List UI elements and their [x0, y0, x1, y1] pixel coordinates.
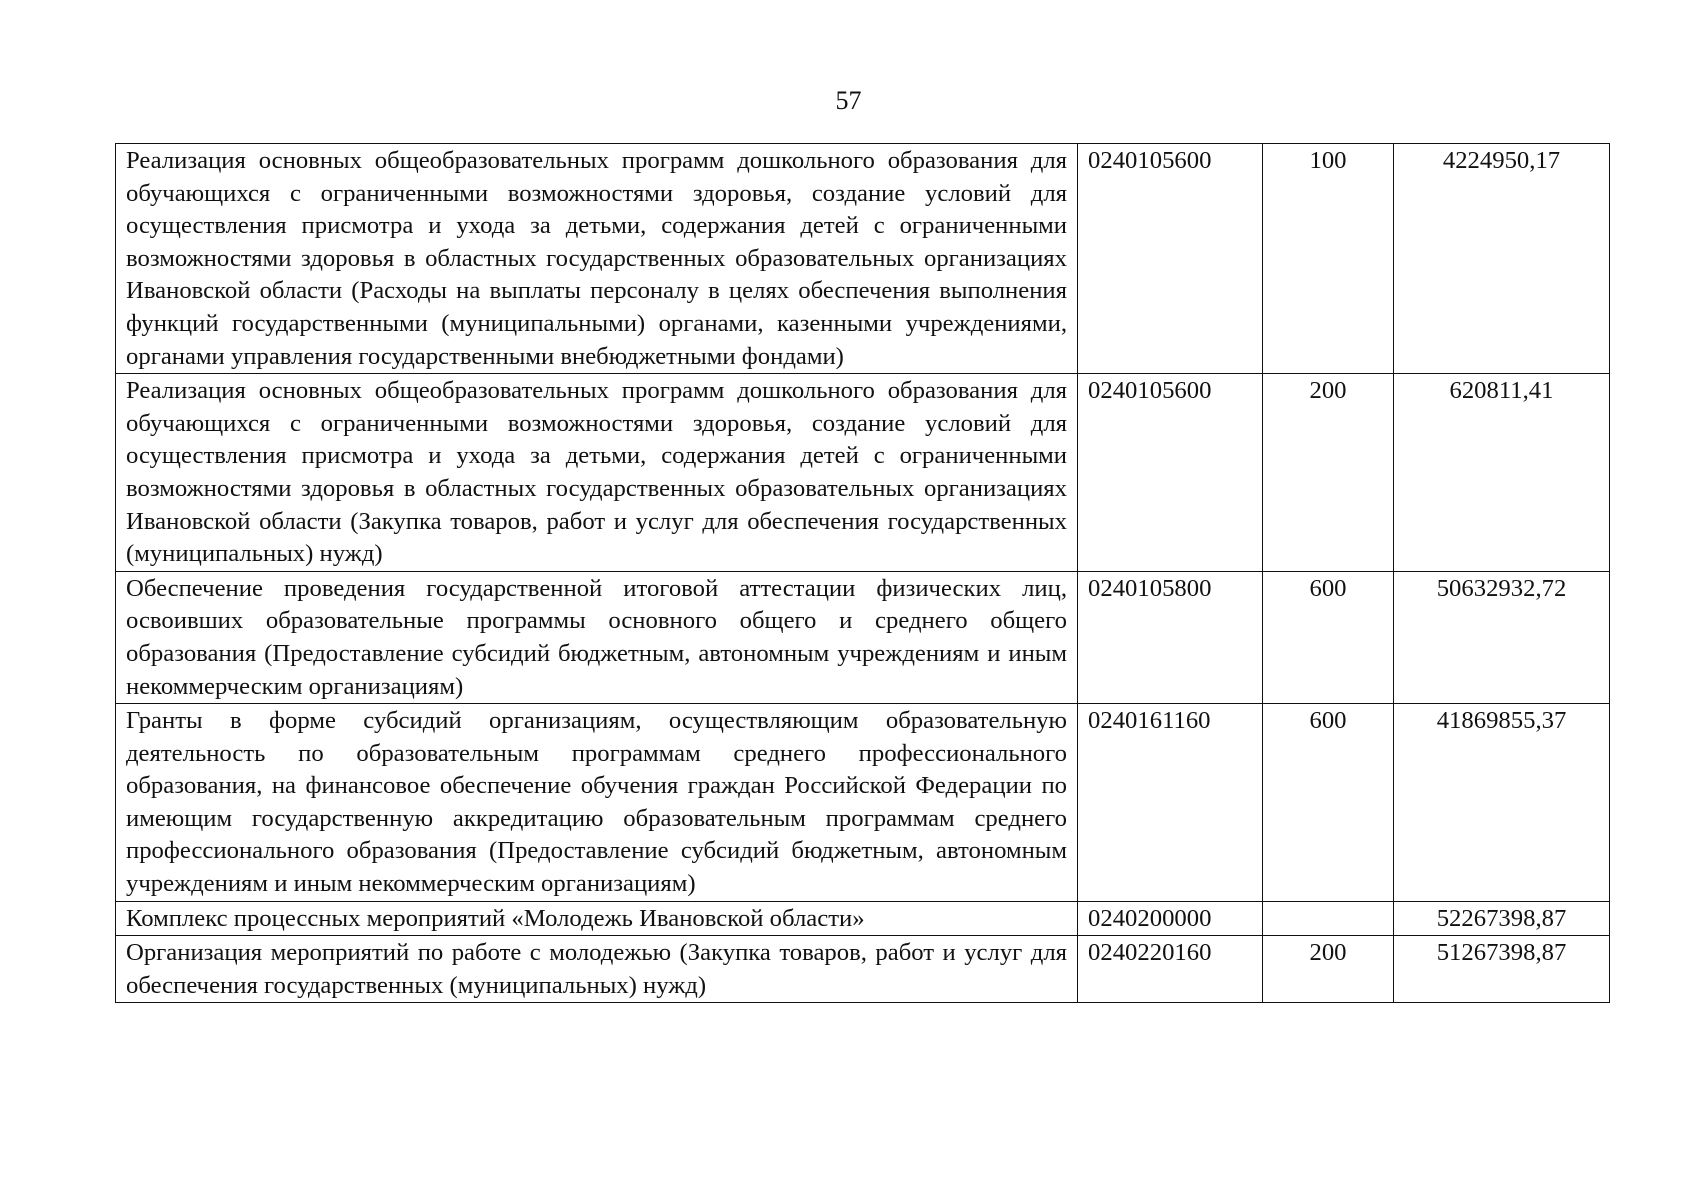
row-code: 0240161160	[1078, 704, 1263, 902]
row-description: Организация мероприятий по работе с молодежью (Закупка товаров, работ и услуг для обеспечения государственных (муниципальных) нужд)	[116, 936, 1078, 1003]
row-amount: 50632932,72	[1394, 571, 1610, 703]
row-code: 0240105600	[1078, 144, 1263, 374]
row-expense-type: 200	[1263, 936, 1394, 1003]
row-amount: 41869855,37	[1394, 704, 1610, 902]
row-description: Реализация основных общеобразовательных программ дошкольного образования для обучающихся с ограниченными возможностями здоровья, создание условий для осуществления присмотра и ухода за детьми, содержания детей с ограниченными возможностями здоровья в областных государственных образовательных организациях Ивановской области (Расходы на выплаты персоналу в целях обеспечения выполнения функций государственными (муниципальными) органами, казенными учреждениями, органами управления государственными внебюджетными фондами)	[116, 144, 1078, 374]
row-expense-type: 200	[1263, 374, 1394, 572]
row-amount: 620811,41	[1394, 374, 1610, 572]
table-row	[116, 144, 1610, 374]
row-amount: 52267398,87	[1394, 901, 1610, 936]
table-row	[116, 704, 1610, 902]
page-number: 57	[835, 86, 862, 115]
row-expense-type: 600	[1263, 704, 1394, 902]
row-expense-type	[1263, 901, 1394, 936]
row-description: Комплекс процессных мероприятий «Молодежь Ивановской области»	[116, 901, 1078, 936]
row-description: Обеспечение проведения государственной итоговой аттестации физических лиц, освоивших образовательные программы основного общего и среднего общего образования (Предоставление субсидий бюджетным, автономным учреждениям и иным некоммерческим организациям)	[116, 571, 1078, 703]
row-expense-type: 100	[1263, 144, 1394, 374]
table-row	[116, 901, 1610, 936]
row-code: 0240105600	[1078, 374, 1263, 572]
row-amount: 4224950,17	[1394, 144, 1610, 374]
row-description: Гранты в форме субсидий организациям, осуществляющим образовательную деятельность по образовательным программам среднего профессионального образования, на финансовое обеспечение обучения граждан Российской Федерации по имеющим государственную аккредитацию образовательным программам среднего профессионального образования (Предоставление субсидий бюджетным, автономным учреждениям и иным некоммерческим организациям)	[116, 704, 1078, 902]
table-row	[116, 374, 1610, 572]
table-row	[116, 936, 1610, 1003]
row-code: 0240105800	[1078, 571, 1263, 703]
row-code: 0240200000	[1078, 901, 1263, 936]
row-expense-type: 600	[1263, 571, 1394, 703]
row-description: Реализация основных общеобразовательных программ дошкольного образования для обучающихся с ограниченными возможностями здоровья, создание условий для осуществления присмотра и ухода за детьми, содержания детей с ограниченными возможностями здоровья в областных государственных образовательных организациях Ивановской области (Закупка товаров, работ и услуг для обеспечения государственных (муниципальных) нужд)	[116, 374, 1078, 572]
row-code: 0240220160	[1078, 936, 1263, 1003]
table-row	[116, 571, 1610, 703]
budget-table	[115, 143, 1610, 1003]
row-amount: 51267398,87	[1394, 936, 1610, 1003]
